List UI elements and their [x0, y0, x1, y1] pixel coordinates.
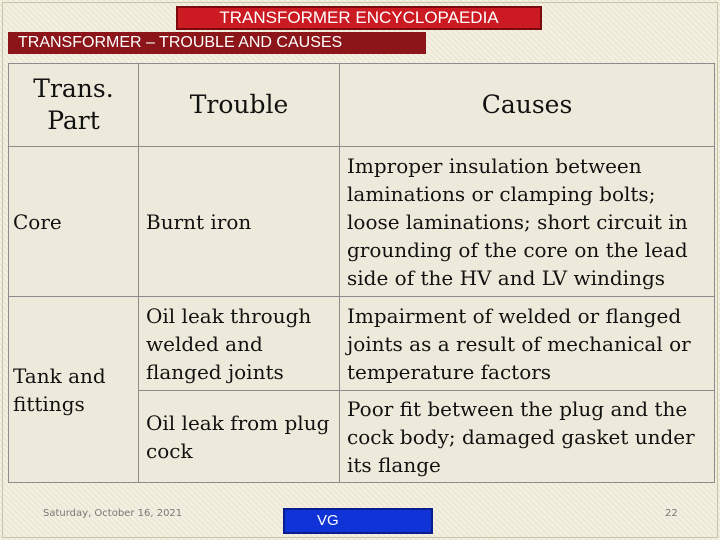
table-row [9, 297, 715, 391]
slide-subtitle: TRANSFORMER – TROUBLE AND CAUSES [8, 32, 426, 54]
trouble-cell: Burnt iron [139, 147, 340, 297]
header-trans-part: Trans. Part [9, 64, 139, 147]
page-number: 22 [665, 508, 678, 519]
causes-cell: Impairment of welded or flanged joints as a result of mechanical or temperature factors [340, 297, 715, 391]
part-cell: Core [9, 147, 139, 297]
trouble-cell: Oil leak from plug cock [139, 391, 340, 483]
causes-cell: Improper insulation between laminations or clamping bolts; loose laminations; short circuit in grounding of the core on the lead side of the HV and LV windings [340, 147, 715, 297]
part-cell: Tank and fittings [9, 297, 139, 483]
header-trouble: Trouble [139, 64, 340, 147]
table-row [9, 147, 715, 297]
trouble-cell: Oil leak through welded and flanged joints [139, 297, 340, 391]
trouble-causes-table [8, 63, 715, 483]
causes-cell: Poor fit between the plug and the cock body; damaged gasket under its flange [340, 391, 715, 483]
footer-date: Saturday, October 16, 2021 [43, 508, 183, 519]
header-causes: Causes [340, 64, 715, 147]
table-header-row [9, 64, 715, 147]
author-badge: VG [283, 508, 433, 534]
slide-title: TRANSFORMER ENCYCLOPAEDIA [176, 6, 542, 30]
